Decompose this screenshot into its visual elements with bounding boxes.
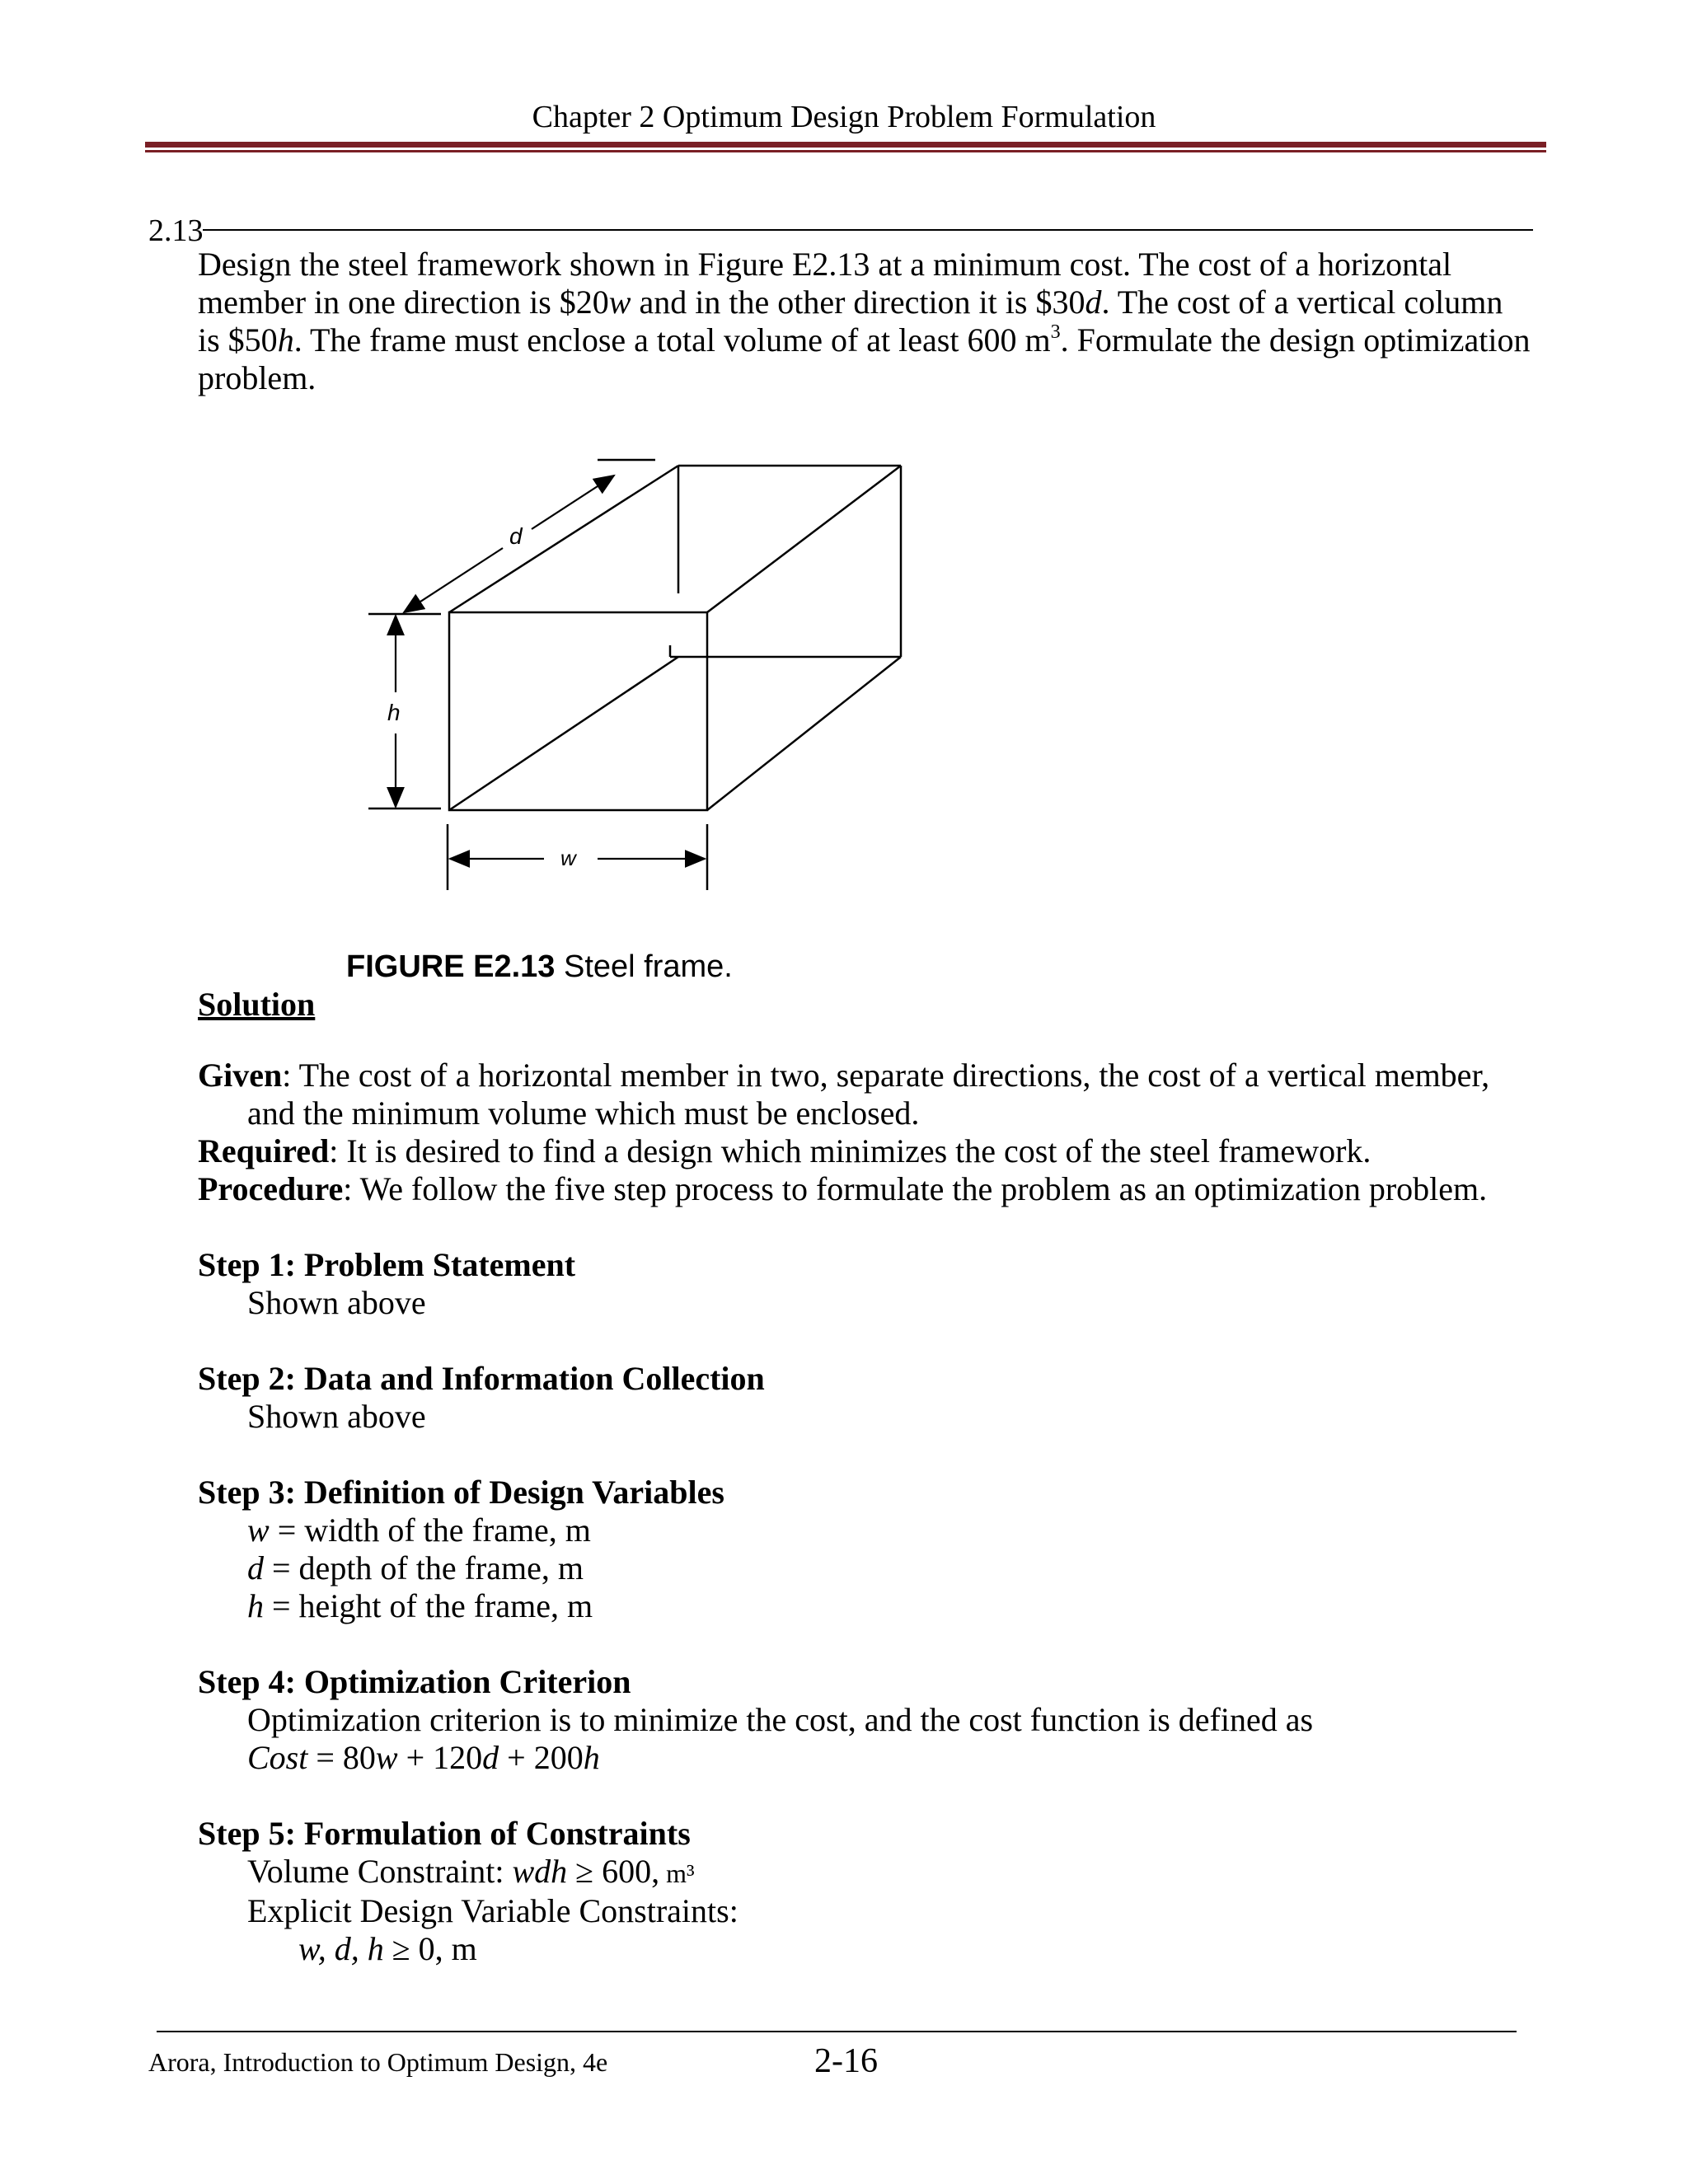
- step-5-heading: Step 5: Formulation of Constraints: [198, 1815, 691, 1852]
- given-paragraph: Given: The cost of a horizontal member in two, separate directions, the cost of a vertical member, and the minimum volume which must be enclosed.: [198, 1057, 1490, 1132]
- var-d-definition: d = depth of the frame, m: [247, 1549, 584, 1586]
- step-1: [198, 1246, 575, 1322]
- figure-caption: FIGURE E2.13 Steel frame.: [346, 949, 733, 984]
- page-header-title: Chapter 2 Optimum Design Problem Formulation: [532, 100, 1156, 134]
- step-1-heading: Step 1: Problem Statement: [198, 1246, 576, 1283]
- footer-rule: [157, 2031, 1517, 2032]
- dim-label-h: h: [387, 700, 401, 725]
- frame-depth-bottom-right: [707, 657, 901, 810]
- step-5: [198, 1815, 738, 1968]
- step-3-heading: Step 3: Definition of Design Variables: [198, 1474, 724, 1511]
- footer-source: Arora, Introduction to Optimum Design, 4e: [148, 2047, 608, 2077]
- frame-depth-top-right: [707, 466, 901, 612]
- required-paragraph: Required: It is desired to find a design which minimizes the cost of the steel framework.: [198, 1132, 1372, 1169]
- dim-d-lower: [404, 548, 503, 612]
- header-rule-thin: [145, 150, 1546, 152]
- page-number: 2-16: [814, 2042, 878, 2080]
- statement-line-2: member in one direction is $20w and in the other direction it is $30d. The cost of a vertical column: [198, 284, 1503, 321]
- frame-front-face: [449, 612, 707, 810]
- step-2-heading: Step 2: Data and Information Collection: [198, 1360, 765, 1397]
- solution-heading: Solution: [198, 986, 316, 1023]
- problem-statement: [198, 246, 1550, 397]
- step-2-text: Shown above: [247, 1398, 426, 1435]
- explicit-constraints: w, d, h ≥ 0, m: [298, 1930, 477, 1967]
- dim-label-d: d: [509, 523, 523, 549]
- problem-divider: [203, 229, 1533, 231]
- dim-label-w: w: [560, 846, 576, 870]
- step-4: [198, 1663, 1313, 1777]
- statement-line-3: is $50h. The frame must enclose a total volume of at least 600 $m^3$. Formulate the design optimization: [198, 321, 1531, 359]
- step-3: [198, 1474, 724, 1625]
- step-4-heading: Step 4: Optimization Criterion: [198, 1663, 631, 1700]
- steel-frame-figure: [363, 453, 940, 915]
- procedure-paragraph: Procedure: We follow the five step process to formulate the problem as an optimization problem.: [198, 1170, 1488, 1207]
- dim-d-upper: [532, 476, 614, 529]
- var-w-definition: w = width of the frame, m: [247, 1511, 591, 1549]
- var-h-definition: h = height of the frame, m: [247, 1587, 593, 1624]
- frame-depth-top-left: [449, 466, 678, 612]
- volume-constraint: Volume Constraint: wdh ≥ 600, m³: [247, 1853, 695, 1890]
- statement-line-4: problem.: [198, 359, 316, 396]
- header-rule-thick: [145, 142, 1546, 148]
- problem-number: 2.13: [148, 213, 204, 248]
- frame-bottom-diagonal: [449, 657, 678, 810]
- step-2: [198, 1360, 765, 1436]
- cost-function: Cost = 80w + 120d + 200h: [247, 1739, 600, 1776]
- step-4-text: Optimization criterion is to minimize the cost, and the cost function is defined as: [247, 1701, 1314, 1738]
- statement-line-1: Design the steel framework shown in Figure E2.13 at a minimum cost. The cost of a horizontal: [198, 246, 1452, 283]
- explicit-constraints-label: Explicit Design Variable Constraints:: [247, 1892, 738, 1929]
- step-1-text: Shown above: [247, 1284, 426, 1321]
